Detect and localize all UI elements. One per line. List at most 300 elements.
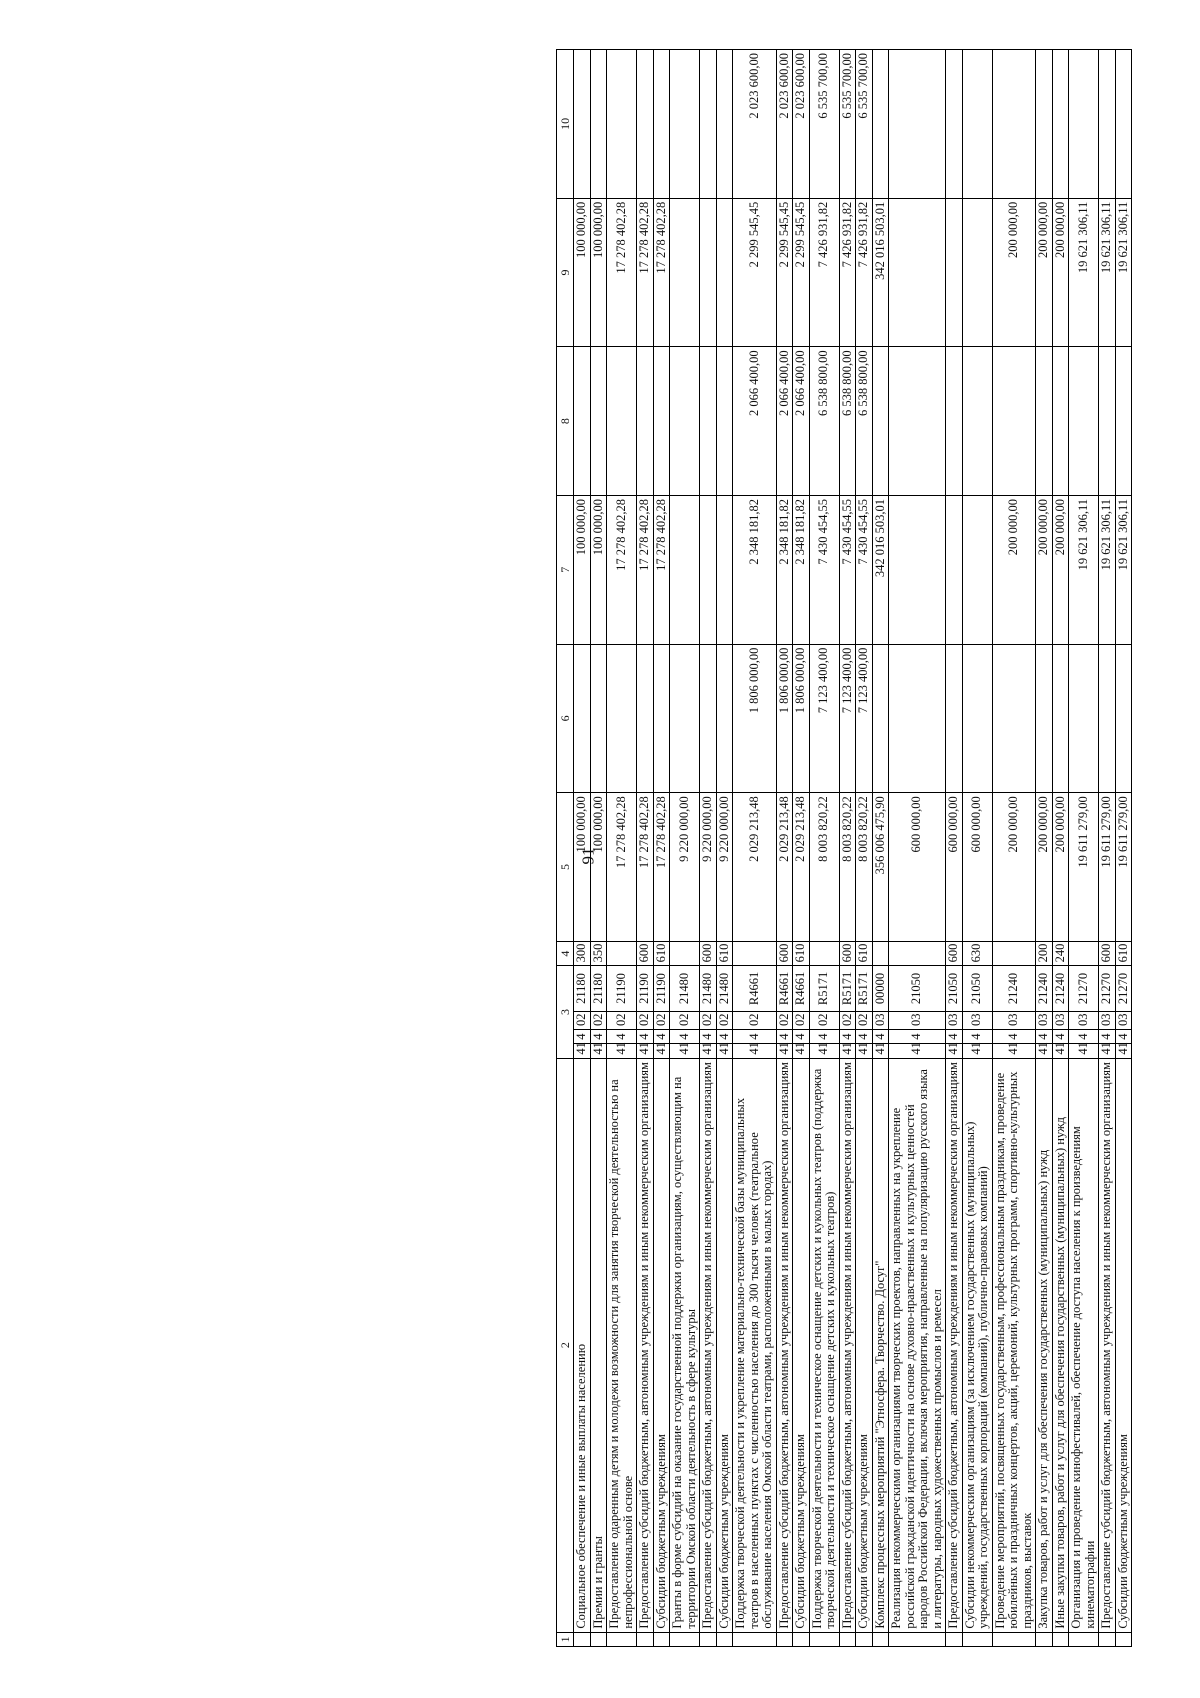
row-number-cell [590,1632,607,1646]
code-program-cell: 41 [793,1044,810,1058]
code-direction-cell: 21270 [1099,966,1116,1011]
amount-col7-cell: 17 278 402,28 [637,495,654,644]
code-type-cell: 4 [793,1029,810,1043]
code-type-cell: 4 [574,1029,591,1043]
amount-col8-cell: 6 538 800,00 [856,347,873,496]
amount-col9-cell: 17 278 402,28 [653,198,670,347]
header-cell: 4 [557,941,574,966]
amount-col5-cell: 2 029 213,48 [776,793,793,942]
code-direction-cell: 21240 [1036,966,1053,1011]
expense-type-cell: 350 [590,941,607,966]
amount-col9-cell [962,198,992,347]
code-program-cell: 41 [839,1044,856,1058]
amount-col6-cell [962,644,992,793]
header-cell: 3 [557,966,574,1058]
row-number-cell [839,1632,856,1646]
amount-col7-cell: 2 348 181,82 [776,495,793,644]
table-row [1036,50,1053,1647]
code-direction-cell: 21180 [590,966,607,1011]
code-direction-cell: 21190 [653,966,670,1011]
expense-type-cell: 200 [1036,941,1053,966]
amount-col7-cell: 342 016 503,01 [872,495,889,644]
row-number-cell [1052,1632,1069,1646]
table-row [653,50,670,1647]
amount-col5-cell: 600 000,00 [889,793,946,942]
amount-col5-cell: 200 000,00 [1052,793,1069,942]
header-cell: 5 [557,793,574,942]
row-name-cell: Поддержка творческой деятельности и укрепление материально-технической базы муниципальных театров в населенных пунктах с численностью населения до 300 тысяч человек (театральное обслуживание населения Омской области театрами, расположенными в малых городах) [733,1058,777,1632]
amount-col8-cell [962,347,992,496]
table-row [946,50,963,1647]
table-row [839,50,856,1647]
amount-col5-cell: 17 278 402,28 [607,793,637,942]
code-direction-cell: R5171 [809,966,839,1011]
code-direction-cell: 21050 [962,966,992,1011]
amount-col5-cell: 200 000,00 [992,793,1036,942]
amount-col9-cell: 200 000,00 [992,198,1036,347]
amount-col7-cell: 100 000,00 [574,495,591,644]
amount-col6-cell [889,644,946,793]
amount-col9-cell: 19 621 306,11 [1099,198,1116,347]
amount-col10-cell [1036,50,1053,199]
amount-col6-cell: 1 806 000,00 [776,644,793,793]
code-type-cell: 4 [946,1029,963,1043]
code-complex-cell: 02 [856,1011,873,1029]
amount-col9-cell: 19 621 306,11 [1115,198,1132,347]
amount-col7-cell: 200 000,00 [1036,495,1053,644]
amount-col6-cell [590,644,607,793]
amount-col7-cell: 7 430 454,55 [856,495,873,644]
amount-col9-cell: 100 000,00 [590,198,607,347]
code-type-cell: 4 [653,1029,670,1043]
amount-col10-cell: 2 023 600,00 [776,50,793,199]
row-name-cell: Субсидии бюджетным учреждениям [793,1058,810,1632]
code-complex-cell: 03 [1115,1011,1132,1029]
code-type-cell: 4 [670,1029,700,1043]
amount-col9-cell: 342 016 503,01 [872,198,889,347]
amount-col6-cell [574,644,591,793]
code-program-cell: 41 [1052,1044,1069,1058]
code-complex-cell: 03 [889,1011,946,1029]
amount-col9-cell: 2 299 545,45 [776,198,793,347]
code-direction-cell: 21190 [637,966,654,1011]
amount-col10-cell [716,50,733,199]
rotated-table-inner [556,49,1130,1647]
expense-type-cell: 240 [1052,941,1069,966]
amount-col7-cell [889,495,946,644]
expense-type-cell [733,941,777,966]
row-number-cell [793,1632,810,1646]
row-number-cell [670,1632,700,1646]
amount-col5-cell: 100 000,00 [574,793,591,942]
code-type-cell: 4 [962,1029,992,1043]
amount-col10-cell [1052,50,1069,199]
code-program-cell: 41 [1115,1044,1132,1058]
amount-col7-cell: 100 000,00 [590,495,607,644]
amount-col8-cell [700,347,717,496]
row-name-cell: Иные закупки товаров, работ и услуг для обеспечения государственных (муниципальных) нужд [1052,1058,1069,1632]
code-complex-cell: 03 [872,1011,889,1029]
row-number-cell [574,1632,591,1646]
amount-col8-cell: 2 066 400,00 [733,347,777,496]
table-row [590,50,607,1647]
header-row [557,50,574,1647]
amount-col8-cell [574,347,591,496]
page-number: 91 [578,847,598,865]
code-program-cell: 41 [1036,1044,1053,1058]
row-name-cell: Предоставление субсидий бюджетным, автономным учреждениям и иным некоммерческим организациям [637,1058,654,1632]
code-complex-cell: 02 [637,1011,654,1029]
expense-type-cell: 600 [776,941,793,966]
row-name-cell: Предоставление субсидий бюджетным, автономным учреждениям и иным некоммерческим организациям [946,1058,963,1632]
code-type-cell: 4 [776,1029,793,1043]
code-complex-cell: 02 [700,1011,717,1029]
amount-col9-cell: 200 000,00 [1052,198,1069,347]
code-complex-cell: 02 [809,1011,839,1029]
code-type-cell: 4 [1115,1029,1132,1043]
amount-col10-cell: 2 023 600,00 [793,50,810,199]
amount-col7-cell: 200 000,00 [1052,495,1069,644]
code-direction-cell: 21190 [607,966,637,1011]
expense-type-cell: 300 [574,941,591,966]
amount-col10-cell [962,50,992,199]
code-direction-cell: R4661 [776,966,793,1011]
code-type-cell: 4 [637,1029,654,1043]
row-name-cell: Предоставление субсидий бюджетным, автономным учреждениям и иным некоммерческим организациям [839,1058,856,1632]
code-complex-cell: 03 [992,1011,1036,1029]
amount-col10-cell [1115,50,1132,199]
expense-type-cell [809,941,839,966]
amount-col10-cell [1069,50,1099,199]
amount-col9-cell: 200 000,00 [1036,198,1053,347]
expense-type-cell: 600 [637,941,654,966]
amount-col8-cell: 6 538 800,00 [809,347,839,496]
amount-col7-cell [700,495,717,644]
table-row [700,50,717,1647]
table-row [793,50,810,1647]
table-row [574,50,591,1647]
expense-type-cell [889,941,946,966]
code-complex-cell: 02 [776,1011,793,1029]
code-program-cell: 41 [590,1044,607,1058]
code-direction-cell: 21480 [670,966,700,1011]
code-type-cell: 4 [607,1029,637,1043]
code-direction-cell: 21480 [700,966,717,1011]
code-program-cell: 41 [733,1044,777,1058]
amount-col8-cell [716,347,733,496]
amount-col10-cell [670,50,700,199]
amount-col8-cell [653,347,670,496]
amount-col10-cell: 6 535 700,00 [839,50,856,199]
amount-col9-cell [946,198,963,347]
amount-col5-cell: 100 000,00 [590,793,607,942]
amount-col5-cell: 600 000,00 [962,793,992,942]
amount-col10-cell: 6 535 700,00 [856,50,873,199]
row-number-cell [946,1632,963,1646]
code-type-cell: 4 [992,1029,1036,1043]
expense-type-cell: 600 [946,941,963,966]
code-program-cell: 41 [946,1044,963,1058]
code-direction-cell: 21480 [716,966,733,1011]
code-direction-cell: R5171 [856,966,873,1011]
code-complex-cell: 02 [716,1011,733,1029]
expense-type-cell [992,941,1036,966]
amount-col8-cell [590,347,607,496]
code-direction-cell: 21180 [574,966,591,1011]
code-type-cell: 4 [809,1029,839,1043]
row-number-cell [637,1632,654,1646]
code-complex-cell: 02 [839,1011,856,1029]
code-type-cell: 4 [839,1029,856,1043]
code-direction-cell: R4661 [793,966,810,1011]
amount-col5-cell: 19 611 279,00 [1069,793,1099,942]
expense-type-cell: 610 [1115,941,1132,966]
row-number-cell [889,1632,946,1646]
expense-type-cell [607,941,637,966]
amount-col9-cell: 2 299 545,45 [793,198,810,347]
amount-col6-cell: 7 123 400,00 [809,644,839,793]
row-number-cell [700,1632,717,1646]
row-name-cell: Субсидии бюджетным учреждениям [653,1058,670,1632]
amount-col5-cell: 19 611 279,00 [1115,793,1132,942]
amount-col10-cell [607,50,637,199]
rotated-table-wrapper [556,49,1130,1647]
amount-col5-cell: 356 006 475,90 [872,793,889,942]
row-name-cell: Премии и гранты [590,1058,607,1632]
amount-col9-cell: 17 278 402,28 [607,198,637,347]
amount-col10-cell [653,50,670,199]
code-complex-cell: 03 [1099,1011,1116,1029]
amount-col6-cell [1069,644,1099,793]
amount-col10-cell [946,50,963,199]
table-row [776,50,793,1647]
code-type-cell: 4 [590,1029,607,1043]
amount-col6-cell: 7 123 400,00 [856,644,873,793]
table-row [962,50,992,1647]
amount-col7-cell: 7 430 454,55 [809,495,839,644]
table-row [637,50,654,1647]
amount-col6-cell: 1 806 000,00 [733,644,777,793]
code-program-cell: 41 [776,1044,793,1058]
code-program-cell: 41 [653,1044,670,1058]
header-cell: 10 [557,50,574,199]
code-direction-cell: 00000 [872,966,889,1011]
table-row [992,50,1036,1647]
code-complex-cell: 02 [653,1011,670,1029]
row-name-cell: Предоставление одаренным детям и молодежи возможности для занятия творческой деятельностью на непрофессиональной основе [607,1058,637,1632]
row-name-cell: Поддержка творческой деятельности и техническое оснащение детских и кукольных театров (поддержка творческой деятельности и техническое оснащение детских и кукольных театров) [809,1058,839,1632]
table-row [607,50,637,1647]
code-type-cell: 4 [700,1029,717,1043]
amount-col9-cell: 7 426 931,82 [856,198,873,347]
budget-table [556,49,1132,1647]
amount-col9-cell [889,198,946,347]
amount-col5-cell: 9 220 000,00 [716,793,733,942]
code-type-cell: 4 [1099,1029,1116,1043]
amount-col8-cell [1052,347,1069,496]
expense-type-cell: 600 [839,941,856,966]
code-program-cell: 41 [872,1044,889,1058]
amount-col8-cell [1099,347,1116,496]
table-body [574,50,1132,1647]
amount-col10-cell [1099,50,1116,199]
row-number-cell [962,1632,992,1646]
amount-col6-cell [1052,644,1069,793]
amount-col10-cell [637,50,654,199]
expense-type-cell: 610 [856,941,873,966]
amount-col7-cell [962,495,992,644]
code-program-cell: 41 [700,1044,717,1058]
header-cell: 1 [557,1632,574,1646]
row-number-cell [716,1632,733,1646]
amount-col7-cell: 2 348 181,82 [733,495,777,644]
header-cell: 7 [557,495,574,644]
code-program-cell: 41 [809,1044,839,1058]
header-cell: 8 [557,347,574,496]
header-cell: 6 [557,644,574,793]
code-complex-cell: 02 [574,1011,591,1029]
amount-col9-cell: 100 000,00 [574,198,591,347]
row-number-cell [653,1632,670,1646]
amount-col5-cell: 8 003 820,22 [809,793,839,942]
amount-col9-cell [700,198,717,347]
code-program-cell: 41 [1099,1044,1116,1058]
row-name-cell: Комплекс процессных мероприятий "Этносфера. Творчество. Досуг" [872,1058,889,1632]
amount-col8-cell [1115,347,1132,496]
row-name-cell: Реализация некоммерческими организациями творческих проектов, направленных на укрепление российской гражданской идентичности на основе духовно-нравственных и культурных ценностей народов Российской Федерации, включая мероприятия, направленные на популяризацию русского языка и литературы, народных художественных промыслов и ремесел [889,1058,946,1632]
code-type-cell: 4 [872,1029,889,1043]
amount-col10-cell [992,50,1036,199]
code-type-cell: 4 [733,1029,777,1043]
amount-col9-cell: 19 621 306,11 [1069,198,1099,347]
row-number-cell [1069,1632,1099,1646]
amount-col9-cell: 2 299 545,45 [733,198,777,347]
amount-col8-cell [872,347,889,496]
row-name-cell: Закупка товаров, работ и услуг для обеспечения государственных (муниципальных) нужд [1036,1058,1053,1632]
amount-col10-cell: 2 023 600,00 [733,50,777,199]
amount-col5-cell: 8 003 820,22 [856,793,873,942]
row-number-cell [856,1632,873,1646]
table-row [1099,50,1116,1647]
amount-col10-cell [700,50,717,199]
expense-type-cell: 600 [700,941,717,966]
table-row [670,50,700,1647]
amount-col6-cell [716,644,733,793]
amount-col10-cell [574,50,591,199]
table-row [1052,50,1069,1647]
expense-type-cell: 600 [1099,941,1116,966]
amount-col7-cell: 19 621 306,11 [1099,495,1116,644]
table-row [872,50,889,1647]
code-program-cell: 41 [716,1044,733,1058]
code-complex-cell: 02 [670,1011,700,1029]
code-type-cell: 4 [889,1029,946,1043]
expense-type-cell: 610 [793,941,810,966]
amount-col6-cell: 1 806 000,00 [793,644,810,793]
amount-col6-cell [1115,644,1132,793]
code-complex-cell: 03 [1052,1011,1069,1029]
table-row [733,50,777,1647]
amount-col8-cell: 2 066 400,00 [776,347,793,496]
code-program-cell: 41 [856,1044,873,1058]
amount-col5-cell: 600 000,00 [946,793,963,942]
amount-col9-cell: 7 426 931,82 [839,198,856,347]
row-name-cell: Субсидии бюджетным учреждениям [1115,1058,1132,1632]
amount-col7-cell [716,495,733,644]
amount-col10-cell [590,50,607,199]
amount-col5-cell: 19 611 279,00 [1099,793,1116,942]
amount-col8-cell [1036,347,1053,496]
code-direction-cell: 21270 [1115,966,1132,1011]
amount-col6-cell [670,644,700,793]
expense-type-cell: 630 [962,941,992,966]
row-number-cell [872,1632,889,1646]
amount-col6-cell [872,644,889,793]
amount-col10-cell [872,50,889,199]
amount-col9-cell: 7 426 931,82 [809,198,839,347]
amount-col5-cell: 8 003 820,22 [839,793,856,942]
code-complex-cell: 03 [962,1011,992,1029]
code-type-cell: 4 [1069,1029,1099,1043]
amount-col8-cell [607,347,637,496]
amount-col8-cell [670,347,700,496]
row-name-cell: Предоставление субсидий бюджетным, автономным учреждениям и иным некоммерческим организациям [700,1058,717,1632]
row-number-cell [1115,1632,1132,1646]
code-program-cell: 41 [670,1044,700,1058]
row-number-cell [992,1632,1036,1646]
code-direction-cell: 21240 [1052,966,1069,1011]
row-name-cell: Предоставление субсидий бюджетным, автономным учреждениям и иным некоммерческим организациям [776,1058,793,1632]
table-row [856,50,873,1647]
amount-col8-cell [946,347,963,496]
expense-type-cell [1069,941,1099,966]
amount-col10-cell [889,50,946,199]
row-name-cell: Социальное обеспечение и иные выплаты населению [574,1058,591,1632]
code-complex-cell: 02 [733,1011,777,1029]
row-name-cell: Субсидии некоммерческим организациям (за исключением государственных (муниципальных) учреждений, государственных корпораций (компаний), публично-правовых компаний) [962,1058,992,1632]
expense-type-cell [670,941,700,966]
amount-col5-cell: 2 029 213,48 [733,793,777,942]
row-name-cell: Субсидии бюджетным учреждениям [716,1058,733,1632]
amount-col6-cell [946,644,963,793]
code-complex-cell: 02 [607,1011,637,1029]
row-name-cell: Субсидии бюджетным учреждениям [856,1058,873,1632]
code-complex-cell: 03 [946,1011,963,1029]
expense-type-cell: 610 [653,941,670,966]
amount-col5-cell: 2 029 213,48 [793,793,810,942]
row-number-cell [1099,1632,1116,1646]
code-program-cell: 41 [574,1044,591,1058]
code-type-cell: 4 [856,1029,873,1043]
code-type-cell: 4 [1052,1029,1069,1043]
code-direction-cell: 21270 [1069,966,1099,1011]
table-row [809,50,839,1647]
amount-col8-cell: 2 066 400,00 [793,347,810,496]
code-direction-cell: 21050 [946,966,963,1011]
code-direction-cell: R5171 [839,966,856,1011]
amount-col7-cell: 17 278 402,28 [653,495,670,644]
amount-col8-cell: 6 538 800,00 [839,347,856,496]
expense-type-cell: 610 [716,941,733,966]
table-row [889,50,946,1647]
amount-col10-cell: 6 535 700,00 [809,50,839,199]
amount-col6-cell [637,644,654,793]
header-cell: 9 [557,198,574,347]
amount-col6-cell [700,644,717,793]
amount-col7-cell: 2 348 181,82 [793,495,810,644]
code-direction-cell: R4661 [733,966,777,1011]
amount-col9-cell: 17 278 402,28 [637,198,654,347]
